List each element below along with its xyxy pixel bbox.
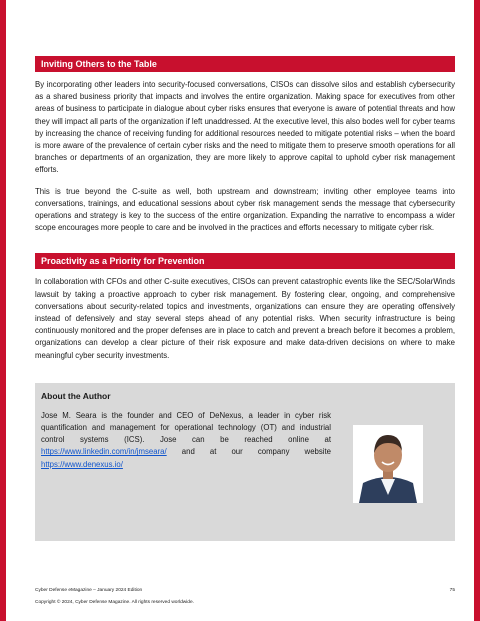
author-bio-intro: Jose M. Seara is the founder and CEO of DeNexus, a leader in cyber risk quantification and management for operational technology (OT) and industrial control systems (ICS). Jose can be reached online at — [41, 410, 331, 445]
author-photo — [353, 425, 423, 503]
section2-paragraph-1: In collaboration with CFOs and other C-suite executives, CISOs can prevent catastrophic events like the SEC/SolarWinds lawsuit by taking a proactive approach to cyber risk management. By fostering clear, ongoing, and comprehensive conversations about security-related topics and investments, organizations can ensure they are operating offensively instead of defensively and stay several steps ahead of any potential risks. When security infrastructure is being continuously monitored and the proper defenses are in place to catch and prevent a breach before it becomes a problem, organizations can develop a clear picture of their risk exposure and make data-driven decisions on where to make meaningful cyber security investments. — [35, 277, 455, 360]
footer-page-number: 75 — [449, 588, 455, 593]
left-border-accent — [0, 0, 6, 621]
section1-paragraph-1: By incorporating other leaders into security-focused conversations, CISOs can dissolve silos and establish cybersecurity as a shared business priority that impacts and involves the entire organization. Making space for executives from other areas of business to participate in dialogue about cyber risks ensures that everyone is aware of potential threats and how they will impact all parts of the organization if left unaddressed. At the executive level, this also bodes well for cyber teams by increasing the chance of receiving funding for additional resources needed to mitigate potential risks – when the board is more aware of the prevalence of certain cyber risks and the need to mitigate them to preserve smooth operations for all branches or departments of an organization, they are more likely to approve capital to uphold cyber risk management efforts. — [35, 80, 455, 175]
author-bio-mid: and at our company website — [166, 447, 331, 457]
linkedin-link[interactable]: https://www.linkedin.com/in/jmseara/ — [41, 447, 167, 457]
section-heading-inviting-others: Inviting Others to the Table — [35, 56, 455, 72]
author-bio — [41, 410, 331, 471]
page-footer — [35, 585, 455, 609]
section1-paragraph-2: This is true beyond the C-suite as well, both upstream and downstream; inviting other employee teams into conversations, trainings, and educational sessions about cyber risk management sends the message that cybersecurity operations and strategy is key to the success of the entire organization. Expanding the narrative to encompass a wider scope encourages more people to care and be involved in the practices and efforts necessary to mitigate cyber risk. — [35, 186, 455, 233]
right-border-accent — [474, 0, 480, 621]
footer-copyright: Copyright © 2024, Cyber Defense Magazine. All rights reserved worldwide. — [35, 600, 194, 605]
section-heading-proactivity: Proactivity as a Priority for Prevention — [35, 253, 455, 269]
company-website-link[interactable]: https://www.denexus.io/ — [41, 459, 123, 469]
author-heading: About the Author — [41, 390, 111, 401]
footer-magazine-edition: Cyber Defense eMagazine – January 2024 Edition — [35, 588, 143, 593]
page-content — [35, 56, 455, 541]
about-author-box — [35, 383, 455, 541]
